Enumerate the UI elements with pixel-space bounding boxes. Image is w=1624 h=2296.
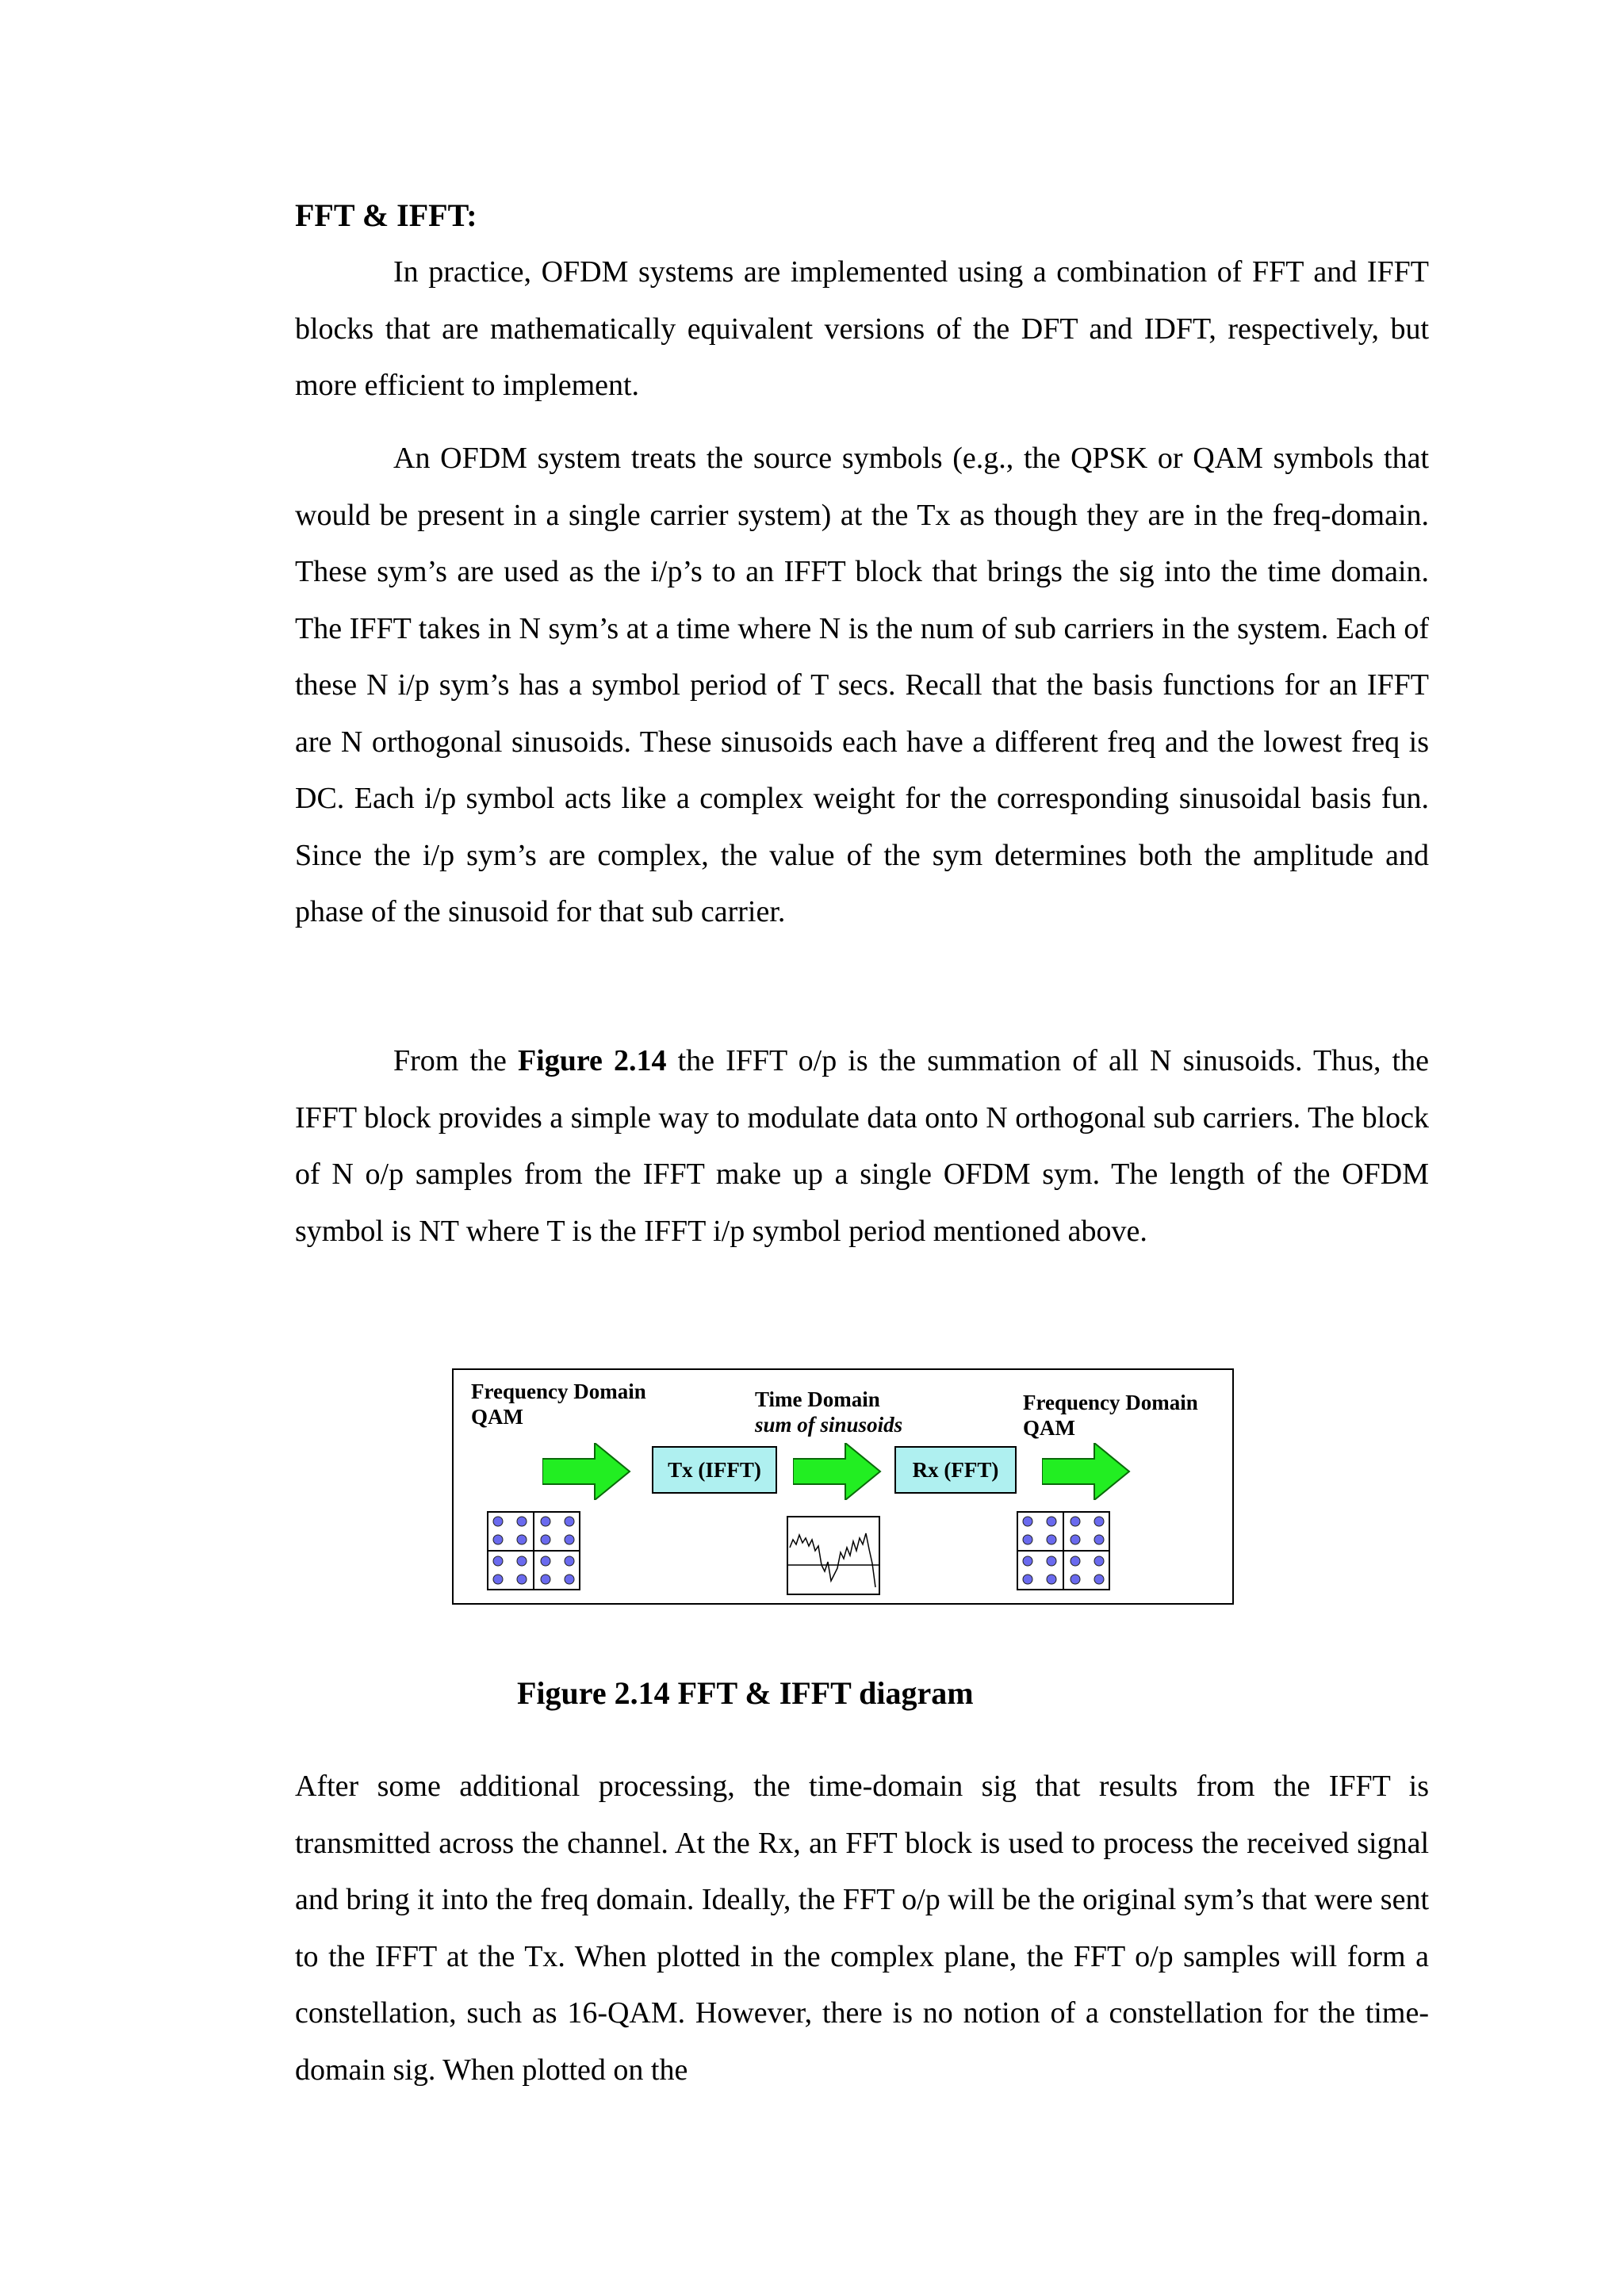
mid-label-line2: sum of sinusoids [755, 1413, 903, 1437]
paragraph-text: From the [393, 1044, 518, 1077]
arrow-right-icon [1042, 1443, 1131, 1500]
paragraph-text: the IFFT o/p is the summation of all N sinusoids. Thus, the IFFT block provides a simple way to modulate data onto N orthogonal sub carriers. The block of N o/p samples from the IFFT make up a single OFDM sym. The length of the OFDM symbol is NT where T is the IFFT i/p symbol period mentioned above. [295, 1044, 1429, 1248]
left-label-line2: QAM [471, 1405, 523, 1429]
arrow-right-icon [542, 1443, 631, 1500]
paragraph-ifft-output [295, 1033, 1429, 1260]
figure-reference: Figure 2.14 [517, 1044, 667, 1077]
arrow-right-icon [793, 1443, 882, 1500]
qam-constellation-icon [487, 1511, 580, 1590]
rx-fft-block: Rx (FFT) [894, 1446, 1017, 1494]
fft-ifft-diagram [452, 1368, 1234, 1605]
qam-constellation-icon [1017, 1511, 1110, 1590]
figure-caption: Figure 2.14 FFT & IFFT diagram [517, 1675, 974, 1711]
time-domain-waveform-icon [787, 1516, 880, 1595]
paragraph-rx-processing: After some additional processing, the time-domain sig that results from the IFFT is transmitted across the channel. At the Rx, an FFT block is used to process the received signal and bring it into the freq domain. Ideally, the FFT o/p will be the original sym’s that were sent to the IFFT at the Tx. When plotted in the complex plane, the FFT o/p samples will form a constellation, such as 16-QAM. However, there is no notion of a constellation for the time-domain sig. When plotted on the [295, 1770, 1430, 2087]
right-label-line1: Frequency Domain [1023, 1391, 1198, 1414]
paragraph-intro: In practice, OFDM systems are implemented using a combination of FFT and IFFT blocks that are mathematically equivalent versions of the DFT and IDFT, respectively, but more efficient to implement. [295, 255, 1429, 402]
mid-label-line1: Time Domain [755, 1387, 880, 1411]
paragraph-ofdm-system: An OFDM system treats the source symbols (e.g., the QPSK or QAM symbols that would be present in a single carrier system) at the Tx as though they are in the freq-domain. These sym’s are used as the i/p’s to an IFFT block that brings the sig into the time domain. The IFFT takes in N sym’s at a time where N is the num of sub carriers in the system. Each of these N i/p sym’s has a symbol period of T secs. Recall that the basis functions for an IFFT are N orthogonal sinusoids. These sinusoids each have a different freq and the lowest freq is DC. Each i/p symbol acts like a complex weight for the corresponding sinusoidal basis fun. Since the i/p sym’s are complex, the value of the sym determines both the amplitude and phase of the sinusoid for that sub carrier. [295, 442, 1429, 928]
right-label-line2: QAM [1023, 1416, 1075, 1440]
section-heading: FFT & IFFT: [295, 197, 477, 233]
tx-ifft-block: Tx (IFFT) [652, 1446, 777, 1494]
left-label-line1: Frequency Domain [471, 1380, 646, 1403]
